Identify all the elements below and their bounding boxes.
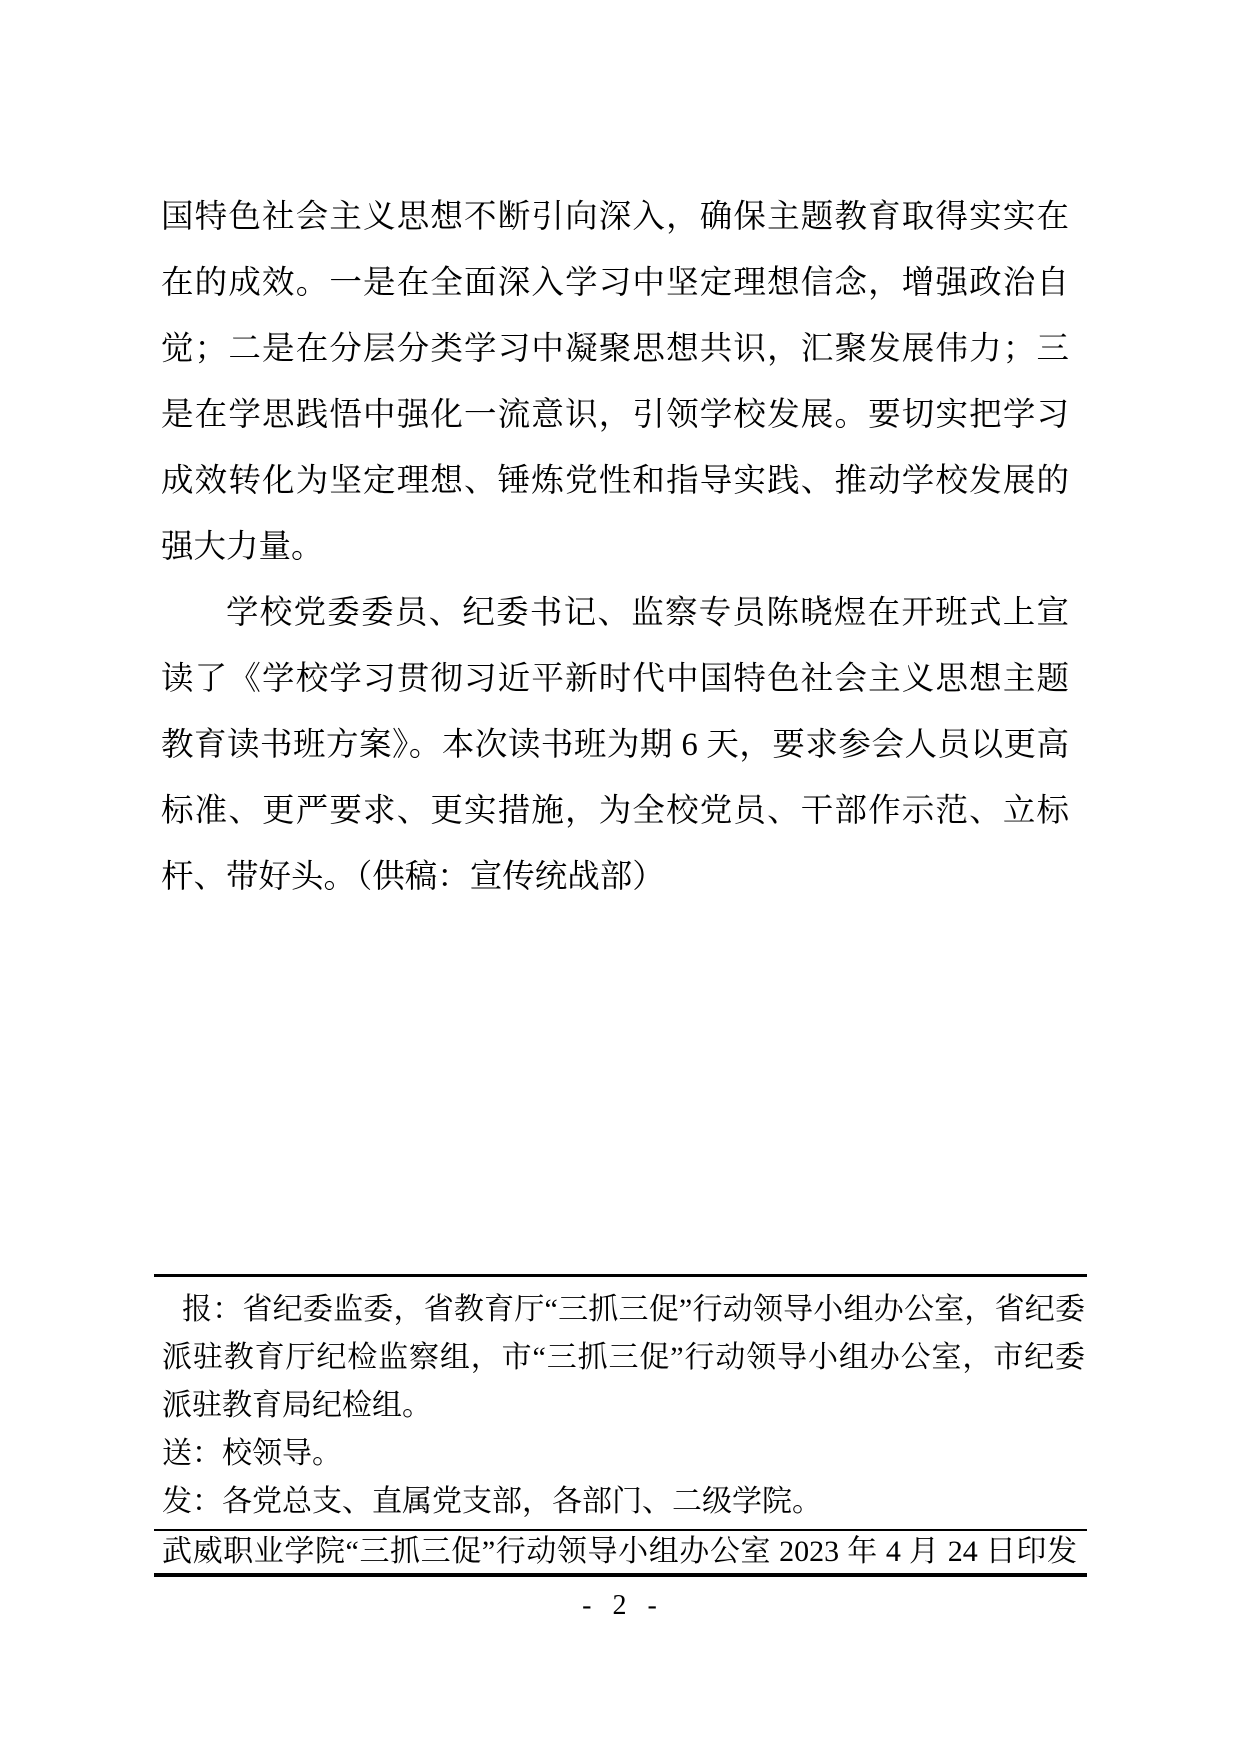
distribution-text: 省纪委监委，省教育厅“三抓三促”行动领导小组办公室，省纪委派驻教育厅纪检监察组，市“三抓三促”行动领导小组办公室，市纪委派驻教育局纪检组。 — [162, 1293, 1086, 1422]
document-footer — [154, 1274, 1087, 1577]
distribution-label: 报： — [182, 1293, 243, 1326]
footer-bottom-divider — [154, 1573, 1087, 1577]
distribution-list — [154, 1277, 1087, 1529]
distribution-line-send — [162, 1430, 1085, 1478]
issuer-line: 武威职业学院“三抓三促”行动领导小组办公室 2023 年 4 月 24 日印发 — [162, 1535, 1077, 1568]
body-paragraph-2: 学校党委委员、纪委书记、监察专员陈晓煜在开班式上宣读了《学校学习贯彻习近平新时代中国特色社会主义思想主题教育读书班方案》。本次读书班为期 6 天，要求参会人员以更高标准、更严要求、更实措施，为全校党员、干部作示范、立标杆、带好头。（供稿：宣传统战部） — [161, 595, 1069, 895]
distribution-label: 发： — [162, 1485, 222, 1518]
distribution-label: 送： — [162, 1437, 222, 1470]
distribution-text: 校领导。 — [222, 1437, 342, 1470]
page-number: - 2 - — [582, 1590, 658, 1621]
body-paragraph-1: 国特色社会主义思想不断引向深入，确保主题教育取得实实在在的成效。一是在全面深入学习中坚定理想信念，增强政治自觉；二是在分层分类学习中凝聚思想共识，汇聚发展伟力；三是在学思践悟中强化一流意识，引领学校发展。要切实把学习成效转化为坚定理想、锤炼党性和指导实践、推动学校发展的强大力量。 — [161, 199, 1069, 565]
document-body — [161, 184, 1069, 910]
distribution-line-report — [162, 1286, 1085, 1430]
distribution-text: 各党总支、直属党支部，各部门、二级学院。 — [222, 1485, 822, 1518]
distribution-line-issue — [162, 1478, 1085, 1526]
